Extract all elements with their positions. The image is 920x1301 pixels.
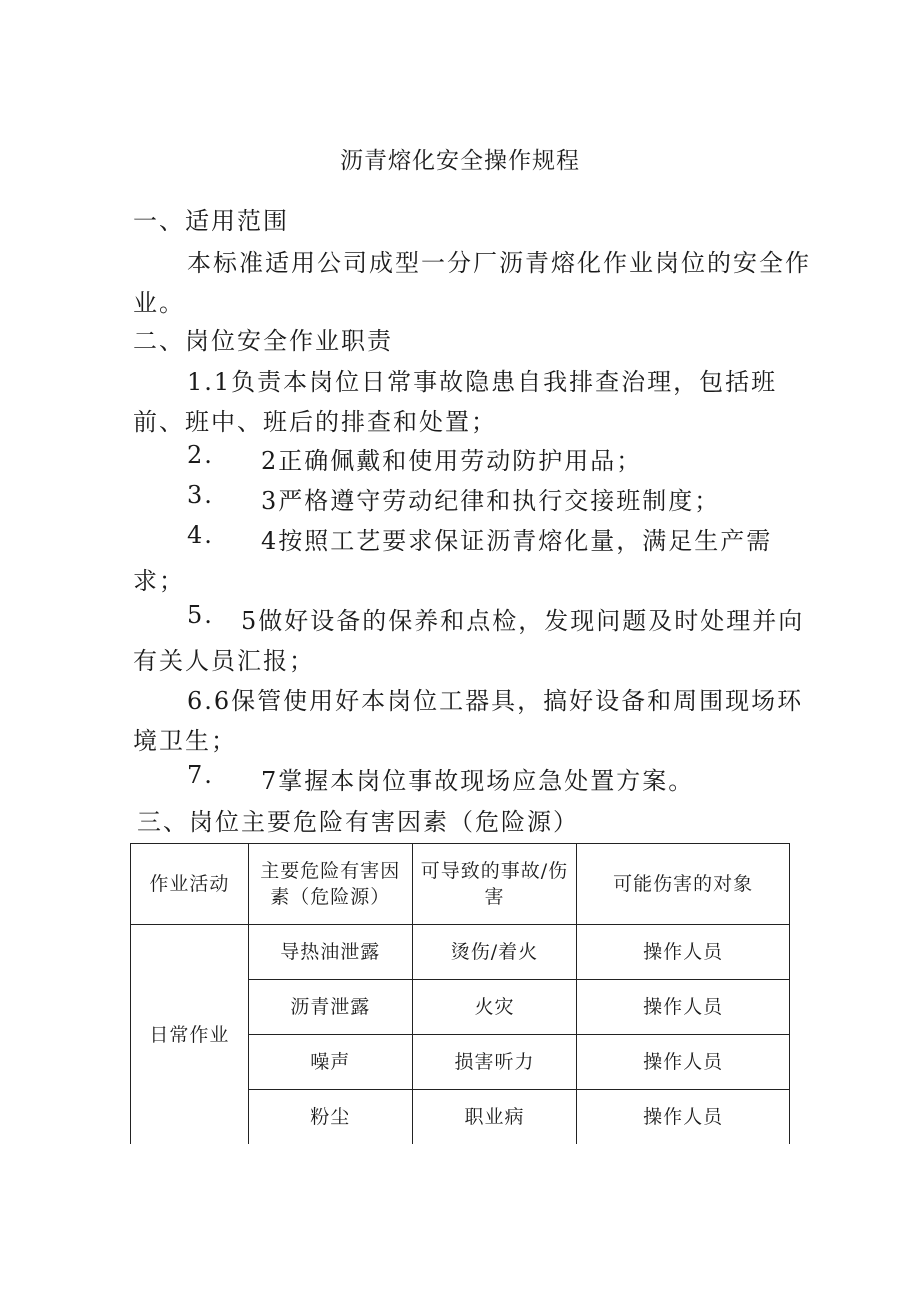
activity-cell: 日常作业: [131, 925, 249, 1145]
duty-item-3-text: 3严格遵守劳动纪律和执行交接班制度；: [261, 487, 721, 515]
header-accident: 可导致的事故/伤害: [412, 844, 577, 925]
duty-item-6-line-1: 6.6保管使用好本岗位工器具，搞好设备和周围现场环: [187, 687, 804, 715]
duty-item-2-text: 2正确佩戴和使用劳动防护用品；: [261, 447, 643, 475]
section-1-paragraph-line-1: 本标准适用公司成型一分厂沥青熔化作业岗位的安全作: [187, 249, 811, 277]
section-2-heading: 二、岗位安全作业职责: [133, 327, 393, 355]
duty-item-1-line-2: 前、班中、班后的排查和处置；: [133, 408, 497, 436]
accident-cell: 烫伤/着火: [412, 925, 577, 980]
duty-item-5-text-line-2: 有关人员汇报；: [133, 647, 315, 675]
target-cell: 操作人员: [577, 925, 790, 980]
accident-cell: 损害听力: [412, 1035, 577, 1090]
table-row: [131, 925, 790, 980]
accident-cell: 职业病: [412, 1090, 577, 1145]
document-title: 沥青熔化安全操作规程: [340, 148, 580, 174]
header-activity: 作业活动: [131, 844, 249, 925]
section-1-paragraph-line-2: 业。: [133, 289, 185, 317]
duty-item-4-text-line-2: 求；: [133, 567, 185, 595]
duty-item-6-line-2: 境卫生；: [133, 727, 237, 755]
duty-item-5-number: 5.: [187, 601, 214, 629]
duty-item-2-number: 2.: [187, 441, 214, 469]
hazard-cell: 沥青泄露: [248, 980, 412, 1035]
section-3-heading: 三、岗位主要危险有害因素（危险源）: [137, 808, 579, 836]
duty-item-7-number: 7.: [187, 761, 214, 789]
hazard-table: [130, 843, 790, 1144]
accident-cell: 火灾: [412, 980, 577, 1035]
duty-item-7-text: 7掌握本岗位事故现场应急处置方案。: [261, 767, 695, 795]
target-cell: 操作人员: [577, 1035, 790, 1090]
hazard-cell: 粉尘: [248, 1090, 412, 1145]
header-hazard: 主要危险有害因素（危险源）: [248, 844, 412, 925]
duty-item-3-number: 3.: [187, 481, 214, 509]
target-cell: 操作人员: [577, 1090, 790, 1145]
section-1-heading: 一、适用范围: [133, 207, 289, 235]
duty-item-4-text-line-1: 4按照工艺要求保证沥青熔化量，满足生产需: [261, 527, 773, 555]
hazard-table-header-row: [131, 844, 790, 925]
header-target: 可能伤害的对象: [577, 844, 790, 925]
duty-item-5-text-line-1: 5做好设备的保养和点检，发现问题及时处理并向: [241, 607, 805, 635]
hazard-cell: 导热油泄露: [248, 925, 412, 980]
hazard-cell: 噪声: [248, 1035, 412, 1090]
duty-item-4-number: 4.: [187, 521, 214, 549]
target-cell: 操作人员: [577, 980, 790, 1035]
duty-item-1-line-1: 1.1负责本岗位日常事故隐患自我排查治理，包括班: [187, 368, 778, 396]
